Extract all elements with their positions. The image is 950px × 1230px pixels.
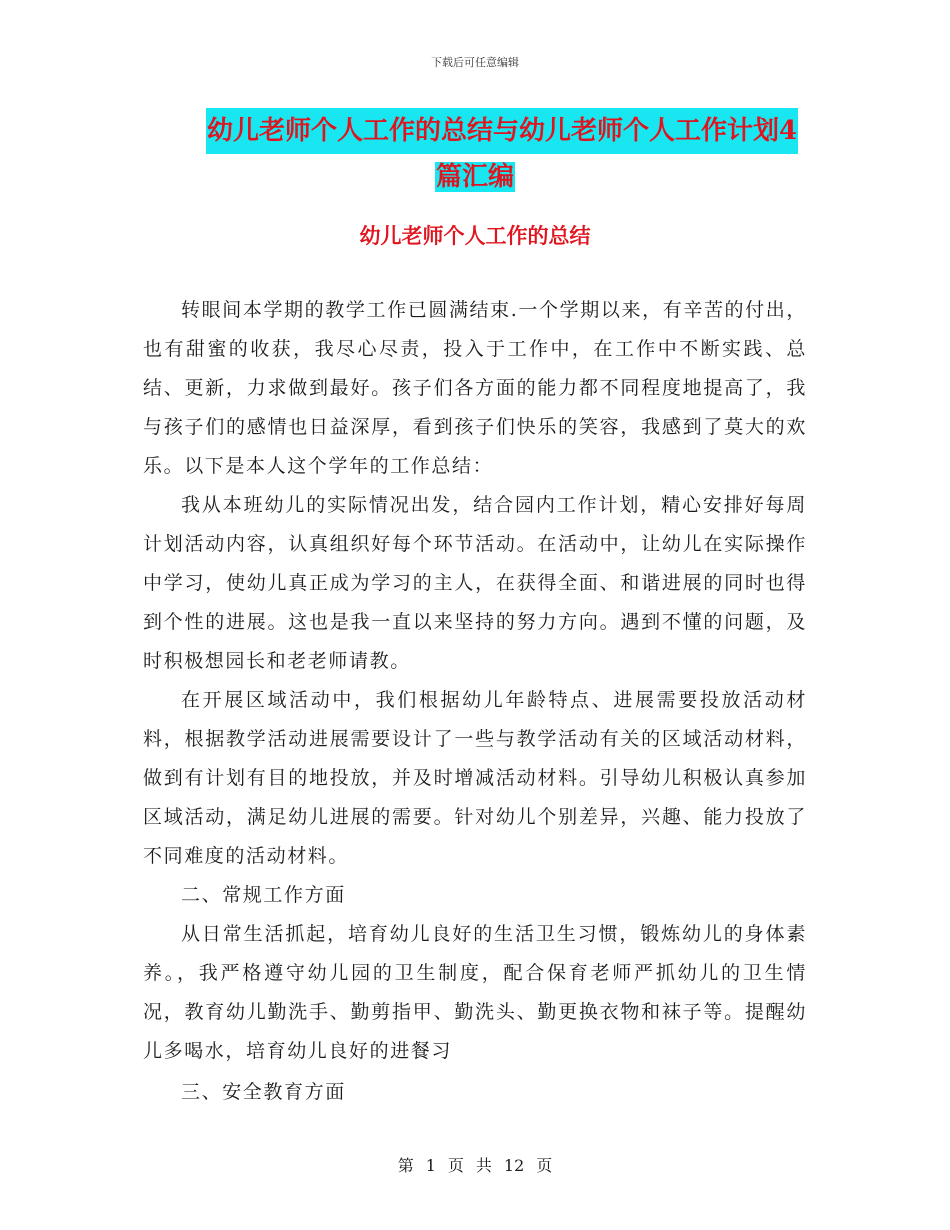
- footer-prefix: 第: [397, 1156, 414, 1175]
- footer-page-label: 页: [447, 1156, 464, 1175]
- footer-page-number: 1: [425, 1156, 436, 1175]
- document-title-line1: 幼儿老师个人工作的总结与幼儿老师个人工作计划4: [206, 108, 798, 154]
- footer-total-pages: 12: [503, 1156, 525, 1175]
- paragraph-planning: 我从本班幼儿的实际情况出发，结合园内工作计划，精心安排好每周计划活动内容，认真组织好每个环节活动。在活动中，让幼儿在实际操作中学习，使幼儿真正成为学习的主人，在获得全面、和谐进展的同时也得到个性的进展。这也是我一直以来坚持的努力方向。遇到不懂的问题，及时积极想园长和老老师请教。: [143, 494, 807, 672]
- footer-total-label: 共: [475, 1156, 492, 1175]
- heading-routine-work: 二、常规工作方面: [181, 884, 346, 906]
- header-note: 下载后可任意编辑: [431, 56, 519, 69]
- paragraph-area-activities: 在开展区域活动中，我们根据幼儿年龄特点、进展需要投放活动材料，根据教学活动进展需要设计了一些与教学活动有关的区域活动材料，做到有计划有目的地投放，并及时增减活动材料。引导幼儿积极认真参加区域活动，满足幼儿进展的需要。针对幼儿个别差异，兴趣、能力投放了不同难度的活动材料。: [143, 689, 807, 867]
- paragraph-intro: 转眼间本学期的教学工作已圆满结束.一个学期以来，有辛苦的付出，也有甜蜜的收获，我尽心尽责，投入于工作中，在工作中不断实践、总结、更新，力求做到最好。孩子们各方面的能力都不同程度地提高了，我与孩子们的感情也日益深厚，看到孩子们快乐的笑容，我感到了莫大的欢乐。以下是本人这个学年的工作总结：: [143, 299, 807, 477]
- footer-suffix: 页: [536, 1156, 553, 1175]
- document-title: [0, 108, 950, 200]
- page-footer: [0, 1153, 950, 1176]
- document-title-line2: 篇汇编: [435, 162, 514, 192]
- document-body: [143, 291, 807, 1112]
- section-title: 幼儿老师个人工作的总结: [359, 223, 591, 248]
- heading-safety-education: 三、安全教育方面: [181, 1081, 346, 1103]
- paragraph-routine-work: 从日常生活抓起，培育幼儿良好的生活卫生习惯，锻炼幼儿的身体素养。，我严格遵守幼儿园的卫生制度，配合保育老师严抓幼儿的卫生情况，教育幼儿勤洗手、勤剪指甲、勤洗头、勤更换衣物和袜子等。提醒幼儿多喝水，培育幼儿良好的进餐习: [143, 923, 807, 1062]
